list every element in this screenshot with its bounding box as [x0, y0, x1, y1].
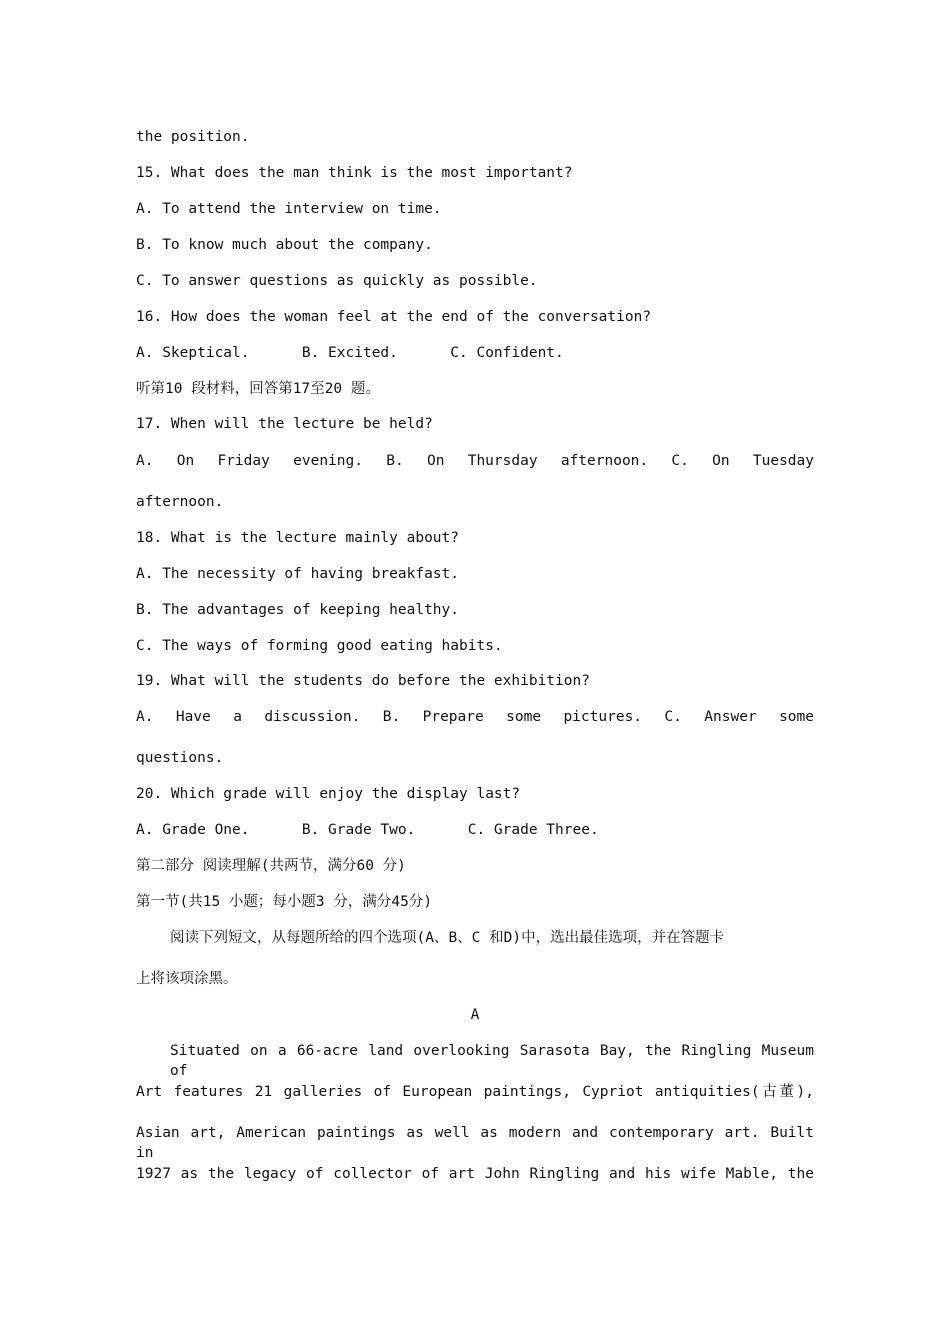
q18-option-a: A. The necessity of having breakfast.: [136, 566, 460, 582]
q15-option-b: B. To know much about the company.: [136, 237, 433, 253]
question-15: 15. What does the man think is the most important?: [136, 165, 573, 181]
section-instruction: 听第10 段材料，回答第17至20 题。: [136, 381, 380, 397]
q19-options-cont: questions.: [136, 750, 224, 766]
q20-options: A. Grade One. B. Grade Two. C. Grade Three.: [136, 822, 599, 838]
passage-label: A: [470, 1007, 480, 1023]
section-one-heading: 第一节(共15 小题；每小题3 分，满分45分): [136, 894, 433, 910]
passage-line: Situated on a 66-acre land overlooking Sarasota Bay, the Ringling Museum of: [170, 1043, 814, 1079]
q15-option-c: C. To answer questions as quickly as possible.: [136, 273, 538, 289]
q19-options: A. Have a discussion. B. Prepare some pictures. C. Answer some: [136, 709, 814, 725]
part-two-heading: 第二部分 阅读理解(共两节，满分60 分): [136, 858, 406, 874]
reading-instruction: 阅读下列短文，从每题所给的四个选项(A、B、C 和D)中，选出最佳选项，并在答题卡: [170, 930, 725, 946]
q17-options-cont: afternoon.: [136, 494, 224, 510]
q18-option-c: C. The ways of forming good eating habits.: [136, 638, 503, 654]
q17-options: A. On Friday evening. B. On Thursday afternoon. C. On Tuesday: [136, 453, 814, 469]
q16-options: A. Skeptical. B. Excited. C. Confident.: [136, 345, 564, 361]
passage-line: 1927 as the legacy of collector of art John Ringling and his wife Mable, the: [136, 1166, 814, 1182]
question-18: 18. What is the lecture mainly about?: [136, 530, 460, 546]
question-16: 16. How does the woman feel at the end of the conversation?: [136, 309, 652, 325]
question-20: 20. Which grade will enjoy the display last?: [136, 786, 521, 802]
question-19: 19. What will the students do before the exhibition?: [136, 673, 590, 689]
passage-line: Asian art, American paintings as well as modern and contemporary art. Built in: [136, 1125, 814, 1161]
question-17: 17. When will the lecture be held?: [136, 416, 433, 432]
text-line: the position.: [136, 129, 250, 145]
reading-instruction-cont: 上将该项涂黑。: [136, 971, 238, 987]
q18-option-b: B. The advantages of keeping healthy.: [136, 602, 460, 618]
q15-option-a: A. To attend the interview on time.: [136, 201, 442, 217]
passage-line: Art features 21 galleries of European paintings, Cypriot antiquities(古董),: [136, 1084, 814, 1100]
